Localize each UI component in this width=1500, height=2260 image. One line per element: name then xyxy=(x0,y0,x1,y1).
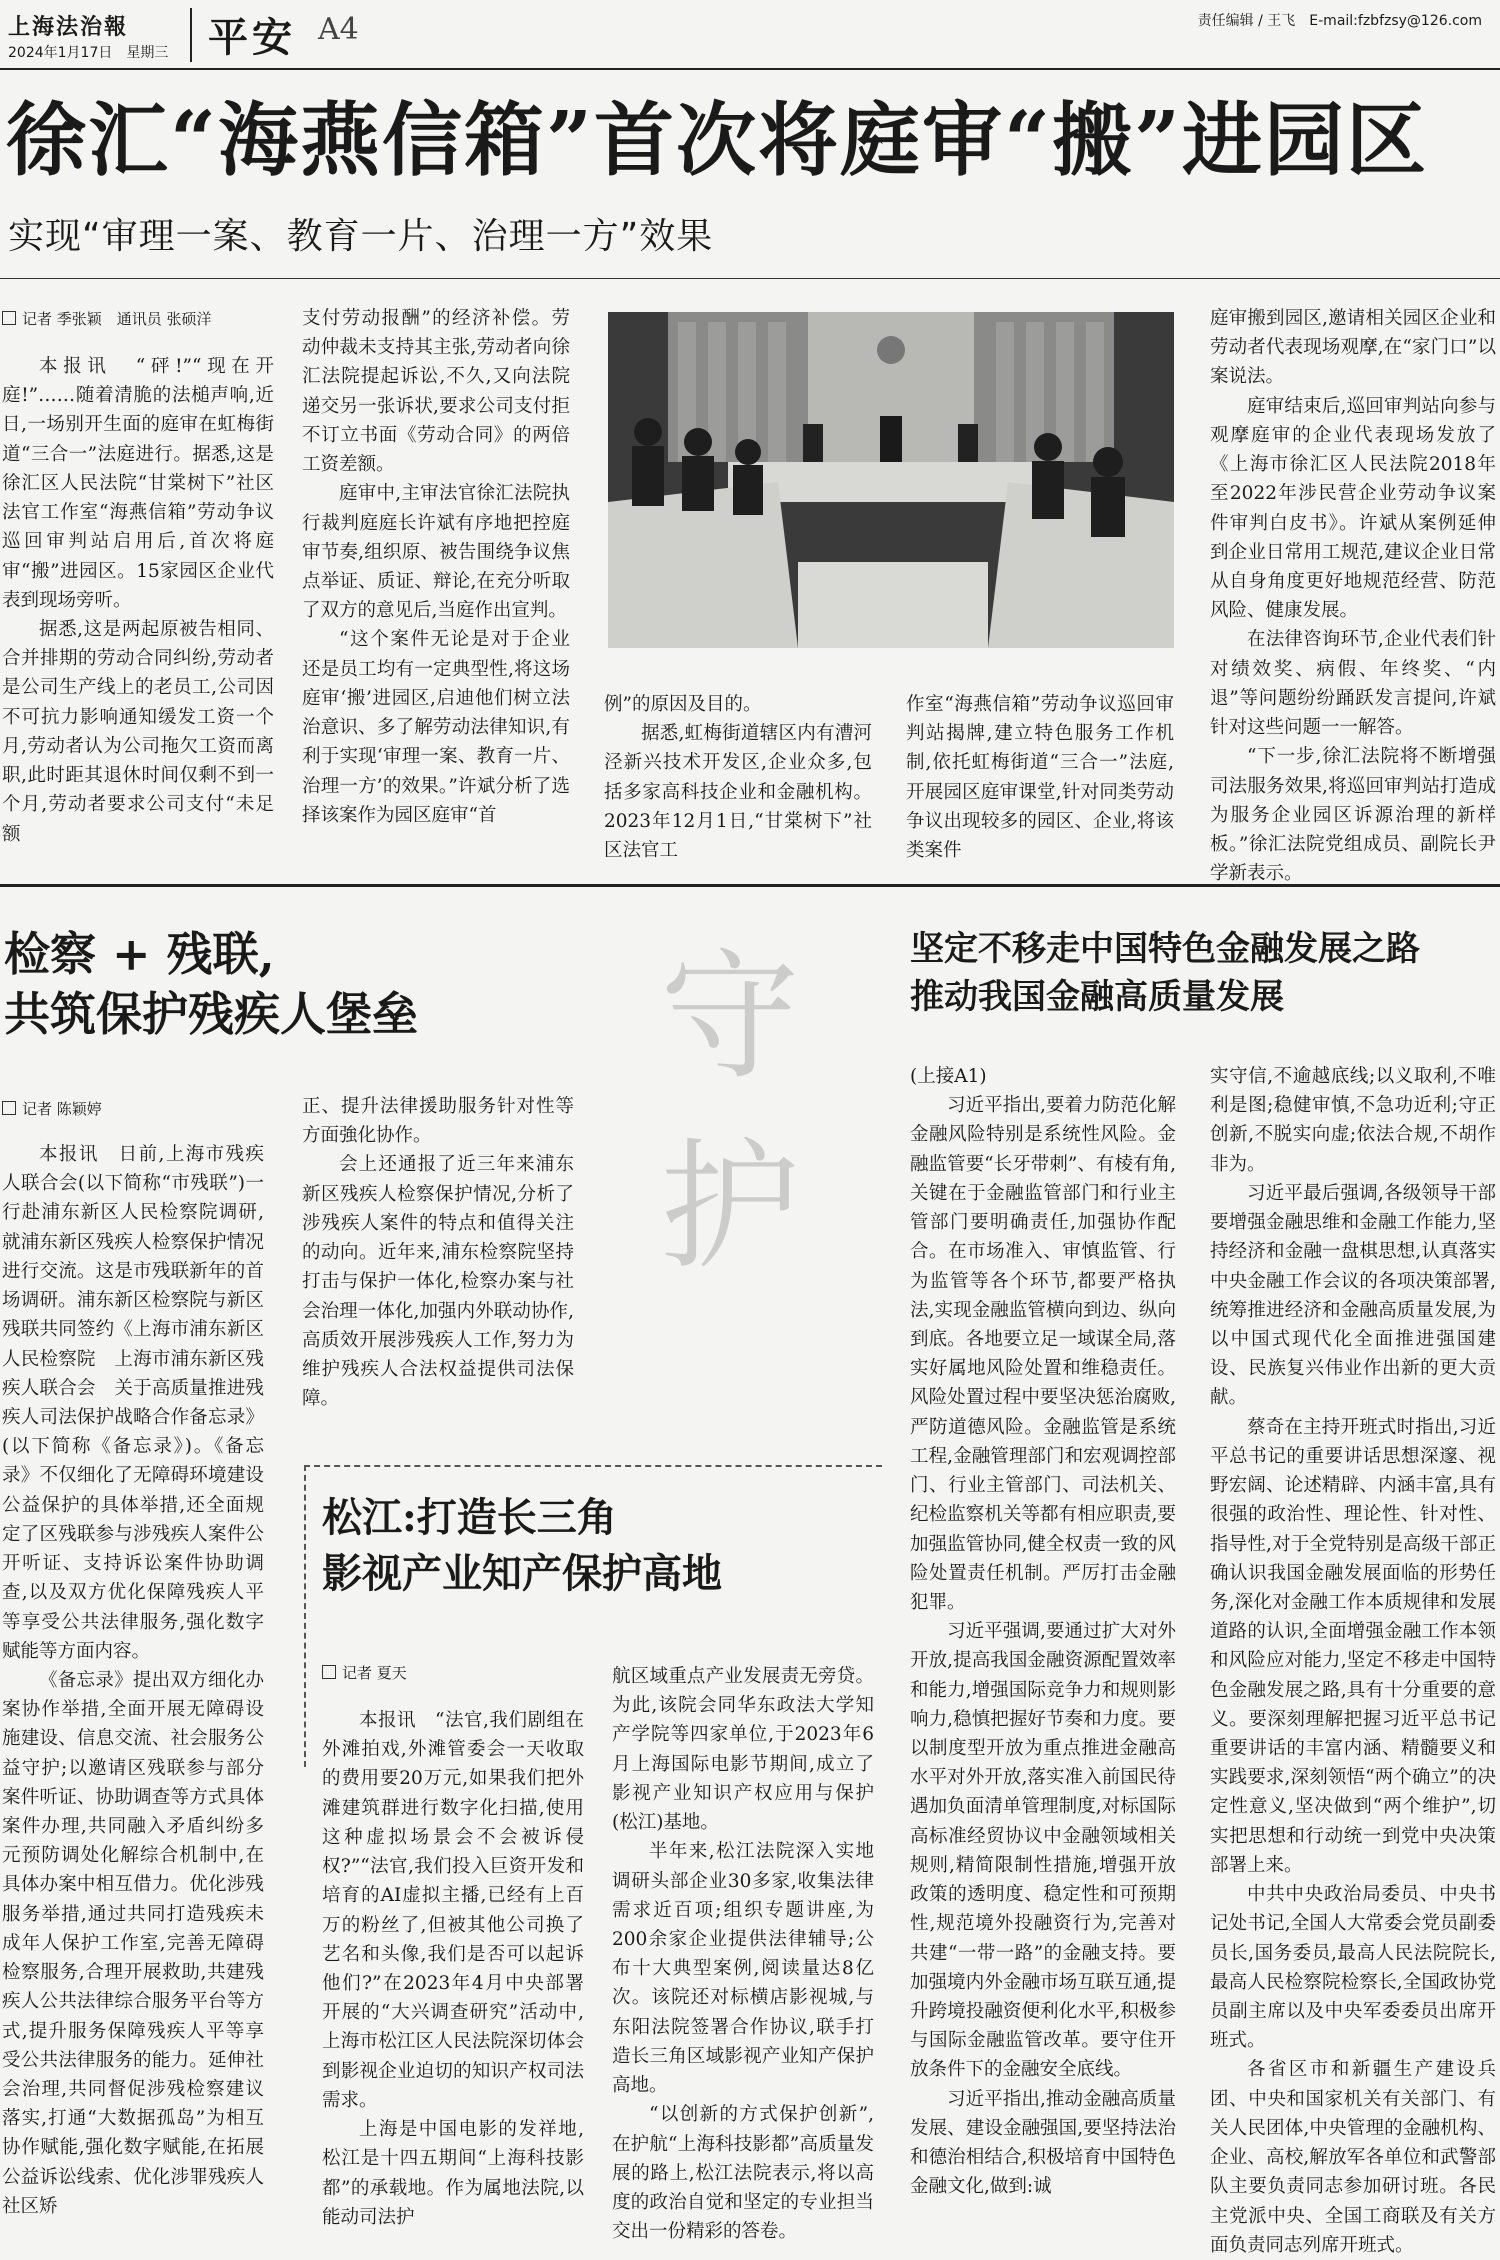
lead-headline: 徐汇“海燕信箱”首次将庭审“搬”进园区 xyxy=(6,93,1429,187)
page-number: A4 xyxy=(318,12,359,47)
courtroom-photo xyxy=(608,312,1174,648)
paragraph: 例”的原因及目的。 xyxy=(604,694,762,715)
watermark-calligraphy xyxy=(640,915,820,1355)
story4-column-1 xyxy=(910,1062,1176,2244)
story2-column-2 xyxy=(302,1092,574,1442)
paragraph: 庭审搬到园区,邀请相关园区企业和劳动者代表现场观摩,在“家门口”以案说法。 xyxy=(1210,308,1496,388)
paragraph: 作室“海燕信箱”劳动争议巡回审判站揭牌,建立特色服务工作机制,依托虹梅街道“三合一”法庭,开展园区庭审课堂,针对同类劳动争议出现较多的园区、企业,将该类案件 xyxy=(906,694,1174,862)
issue-date: 2024年1月17日 星期三 xyxy=(8,45,169,61)
newspaper-logo: 上海法治報 xyxy=(8,14,129,40)
masthead-rule xyxy=(0,68,1500,70)
lead-column-4 xyxy=(906,690,1174,872)
paragraph: 蔡奇在主持开班式时指出,习近平总书记的重要讲话思想深邃、视野宏阔、论述精辟、内涵丰富,具有很强的政治性、理论性、针对性、指导性,对于全党特别是高级干部正确认识我国金融发展面临的形势任务,深化对金融工作本质规律和发展道路的认识,全面增强金融工作本领和风险应对能力,坚定不移走中国特色金融发展之路,具有十分重要的意义。要深刻理解把握习近平总书记重要讲话的丰富内涵、精髓要义和实践要求,深刻领悟“两个确立”的决定性意义,坚决做到“两个维护”,切实把思想和行动统一到党中央决策部署上来。 xyxy=(1210,1416,1496,1876)
watermark-char-2: 护 xyxy=(659,1126,801,1289)
section-divider xyxy=(0,884,1500,887)
lead-column-5 xyxy=(1210,304,1496,885)
story2-byline xyxy=(2,1098,102,1119)
story3-headline xyxy=(322,1490,722,1602)
paragraph: 支付劳动报酬”的经济补偿。劳动仲裁未支持其主张,劳动者向徐汇法院提起诉讼,不久,又向法院递交另一张诉状,要求公司支付拒不订立书面《劳动合同》的两倍工资差额。 xyxy=(302,308,570,476)
paragraph: 会上还通报了近三年来浦东新区残疾人检察保护情况,分析了涉残疾人案件的特点和值得关注的动向。近年来,浦东检察院坚持打击与保护一体化,检察办案与社会治理一体化,加强内外联动协作,高质效开展涉残疾人工作,努力为维护残疾人合法权益提供司法保障。 xyxy=(302,1154,574,1410)
paragraph: 据悉,虹梅街道辖区内有漕河泾新兴技术开发区,企业众多,包括多家高科技企业和金融机构。2023年12月1日,“甘棠树下”社区法官工 xyxy=(604,723,872,862)
story2-headline-line2: 共筑保护残疾人堡垒 xyxy=(4,986,418,1041)
story3-column-1 xyxy=(322,1706,584,2244)
paragraph: 《备忘录》提出双方细化办案协作举措,全面开展无障碍设施建设、信息交流、社会服务公益守护;以邀请区残联参与部分案件听证、协助调查等方式具体案件办理,共同融入矛盾纠纷多元预防调处化解综合机制中,在具体办案中相互借力。优化涉残服务举措,通过共同打造残疾未成年人保护工作室,完善无障碍检察服务,合理开展救助,共建残疾人公共法律综合服务平台等方式,提升服务保障残疾人平等享受公共法律服务的能力。延伸社会治理,共同督促涉残检察建议落实,打通“大数据孤岛”为相互协作赋能,强化数字赋能,在拓展公益诉讼线索、优化涉罪残疾人社区矫 xyxy=(2,1669,264,2217)
watermark-char-1: 守 xyxy=(659,936,801,1099)
story3-headline-line1: 松江:打造长三角 xyxy=(322,1494,617,1541)
story3-byline xyxy=(322,1662,407,1683)
lead-byline-text: 记者 季张颖 通讯员 张硕洋 xyxy=(22,310,212,328)
story2-headline-line1: 检察 + 残联, xyxy=(4,927,275,981)
courtroom-photo-image xyxy=(608,312,1174,648)
byline-box-icon xyxy=(322,1665,336,1679)
story2-byline-text: 记者 陈颖婷 xyxy=(22,1100,102,1118)
masthead-divider xyxy=(190,8,192,62)
lead-column-2 xyxy=(302,304,570,872)
paragraph: “下一步,徐汇法院将不断增强司法服务效果,将巡回审判站打造成为服务企业园区诉源治理的新样板。”徐汇法院党组成员、副院长尹学新表示。 xyxy=(1210,746,1496,885)
byline-box-icon xyxy=(2,1101,16,1115)
paragraph: 习近平指出,推动金融高质量发展、建设金融强国,要坚持法治和德治相结合,积极培育中国特色金融文化,做到:诚 xyxy=(910,2088,1176,2198)
paragraph: 庭审结束后,巡回审判站向参与观摩庭审的企业代表现场发放了《上海市徐汇区人民法院2018年至2022年涉民营企业劳动争议案件审判白皮书》。许斌从案例延伸到企业日常用工规范,建议企业日常从自身角度更好地规范经营、防范风险、健康发展。 xyxy=(1210,395,1496,622)
paragraph: 半年来,松江法院深入实地调研头部企业30多家,收集法律需求近百项;组织专题讲座,为200余家企业提供法律辅导;公布十大典型案例,阅读量达8亿次。该院还对标横店影视城,与东阳法院签署合作协议,联手打造长三角区域影视产业知产保护高地。 xyxy=(612,1841,874,2097)
section-name: 平安 xyxy=(208,14,296,61)
paragraph: 上海是中国电影的发祥地,松江是十四五期间“上海科技影都”的承载地。作为属地法院,以能动司法护 xyxy=(322,2119,584,2228)
paragraph: 各省区市和新疆生产建设兵团、中央和国家机关有关部门、有关人民团体,中央管理的金融机构、企业、高校,解放军各单位和武警部队主要负责同志参加研讨班。各民主党派中央、全国工商联及有关方面负责同志列席开班式。 xyxy=(1210,2059,1496,2256)
paragraph: 习近平指出,要着力防范化解金融风险特别是系统性风险。金融监管要“长牙带刺”、有棱有角,关键在于金融监管部门和行业主管部门要明确责任,加强协作配合。在市场准入、审慎监管、行为监管等各个环节,都要严格执法,实现金融监管横向到边、纵向到底。各地要立足一域谋全局,落实好属地风险处置和维稳责任。风险处置过程中要坚决惩治腐败,严防道德风险。金融监管是系统工程,金融管理部门和宏观调控部门、行业主管部门、司法机关、纪检监察机关等都有相应职责,要加强监管协同,健全权责一致的风险处置责任机制。严厉打击金融犯罪。 xyxy=(910,1095,1176,1613)
paragraph: 中共中央政治局委员、中央书记处书记,全国人大常委会党员副委员长,国务委员,最高人民法院院长,最高人民检察院检察长,全国政协党员副主席以及中央军委委员出席开班式。 xyxy=(1210,1884,1496,2052)
story4-headline-line1: 坚定不移走中国特色金融发展之路 xyxy=(910,929,1420,969)
story3-byline-text: 记者 夏天 xyxy=(342,1664,407,1682)
paragraph: 本报讯 “法官,我们剧组在外滩拍戏,外滩管委会一天收取的费用要20万元,如果我们把外滩建筑群进行数字化扫描,使用这种虚拟场景会不会被诉侵权?”“法官,我们投入巨资开发和培育的AI虚拟主播,已经有上百万的粉丝了,但被其他公司换了艺名和头像,我们是否可以起诉他们?”在2023年4月中央部署开展的“大兴调查研究”活动中,上海市松江区人民法院深切体会到影视企业迫切的知识产权司法需求。 xyxy=(322,1710,584,2111)
headline-rule xyxy=(0,278,1500,279)
paragraph: 庭审中,主审法官徐汇法院执行裁判庭庭长许斌有序地把控庭审节奏,组织原、被告围绕争议焦点举证、质证、辩论,在充分听取了双方的意见后,当庭作出宣判。 xyxy=(302,483,570,622)
paragraph: 习近平强调,要通过扩大对外开放,提高我国金融资源配置效率和能力,增强国际竞争力和规则影响力,稳慎把握好节奏和力度。要以制度型开放为重点推进金融高水平对外开放,落实准入前国民待遇加负面清单管理制度,对标国际高标准经贸协议中金融领域相关规则,精简限制性措施,增强开放政策的透明度、稳定性和可预期性,规范境外投融资行为,完善对共建“一带一路”的金融支持。要加强境内外金融市场互联互通,提升跨境投融资便利化水平,积极参与国际金融监管改革。要守住开放条件下的金融安全底线。 xyxy=(910,1621,1176,2081)
story4-headline-line2: 推动我国金融高质量发展 xyxy=(910,977,1284,1018)
paragraph: 正、提升法律援助服务针对性等方面強化协作。 xyxy=(302,1096,574,1147)
story2-column-1 xyxy=(2,1140,264,2245)
paragraph: “以创新的方式保护创新”,在护航“上海科技影都”高质量发展的路上,松江法院表示,将以高度的政治自觉和坚定的专业担当交出一份精彩的答卷。 xyxy=(612,2104,874,2243)
lead-byline xyxy=(2,308,212,329)
story3-headline-line2: 影视产业知产保护高地 xyxy=(322,1550,722,1597)
byline-box-icon xyxy=(2,311,16,325)
paragraph: 据悉,这是两起原被告相同、合并排期的劳动合同纠纷,劳动者是公司生产线上的老员工,公司因不可抗力影响通知缓发工资一个月,劳动者认为公司拖欠工资而离职,此时距其退休时间仅剩不到一个月,劳动者要求公司支付“未足额 xyxy=(2,618,274,845)
story2-headline xyxy=(4,925,418,1045)
paragraph: 本报讯 日前,上海市残疾人联合会(以下简称“市残联”)一行赴浦东新区人民检察院调研,就浦东新区残疾人检察保护情况进行交流。这是市残联新年的首场调研。浦东新区检察院与新区残联共同签约《上海市浦东新区人民检察院 上海市浦东新区残疾人联合会 关于高质量推进残疾人司法保护战略合作备忘录》(以下简称《备忘录》)。《备忘录》不仅细化了无障碍环境建设公益保护的具体举措,还全面规定了区残联参与涉残疾人案件公开听证、支持诉讼案件协助调查,以及双方优化保障残疾人平等享受公共法律服务,强化数字赋能等方面内容。 xyxy=(2,1144,264,1662)
paragraph: 习近平最后强调,各级领导干部要增强金融思维和金融工作能力,坚持经济和金融一盘棋思想,认真落实中央金融工作会议的各项决策部署,统筹推进经济和金融高质量发展,为以中国式现代化全面推进强国建设、民族复兴伟业作出新的更大贡献。 xyxy=(1210,1182,1496,1409)
paragraph: 在法律咨询环节,企业代表们针对绩效奖、病假、年终奖、“内退”等问题纷纷踊跃发言提问,许斌针对这些问题一一解答。 xyxy=(1210,629,1496,739)
paragraph: 航区域重点产业发展责无旁贷。为此,该院会同华东政法大学知产学院等四家单位,于2023年6月上海国际电影节期间,成立了影视产业知识产权应用与保护(松江)基地。 xyxy=(612,1666,874,1834)
paragraph: 本报讯 “砰!”“现在开庭!”……随着清脆的法槌声响,近日,一场别开生面的庭审在虹梅街道“三合一”法庭进行。据悉,这是徐汇区人民法院“甘棠树下”社区法官工作室“海燕信箱”劳动争议巡回审判站启用后,首次将庭审“搬”进园区。15家园区企业代表到现场旁听。 xyxy=(2,356,274,611)
lead-subheadline: 实现“审理一案、教育一片、治理一方”效果 xyxy=(8,216,714,257)
jump-line: (上接A1) xyxy=(910,1066,987,1087)
story3-column-2 xyxy=(612,1662,874,2244)
lead-column-3 xyxy=(604,690,872,872)
lead-column-1 xyxy=(2,352,274,872)
paragraph: “这个案件无论是对于企业还是员工均有一定典型性,将这场庭审‘搬’进园区,启迪他们树立法治意识、多了解劳动法律知识,有利于实现‘审理一案、教育一片、治理一方’的效果。”许斌分析了选择该案作为园区庭审“首 xyxy=(302,629,570,826)
story4-headline xyxy=(910,925,1420,1022)
paragraph: 实守信,不逾越底线;以义取利,不唯利是图;稳健审慎,不急功近利;守正创新,不脱实向虚;依法合规,不胡作非为。 xyxy=(1210,1066,1496,1175)
story4-column-2 xyxy=(1210,1062,1496,2256)
editor-credit: 责任编辑 / 王飞 E-mail:fzbfzsy@126.com xyxy=(1197,13,1482,29)
